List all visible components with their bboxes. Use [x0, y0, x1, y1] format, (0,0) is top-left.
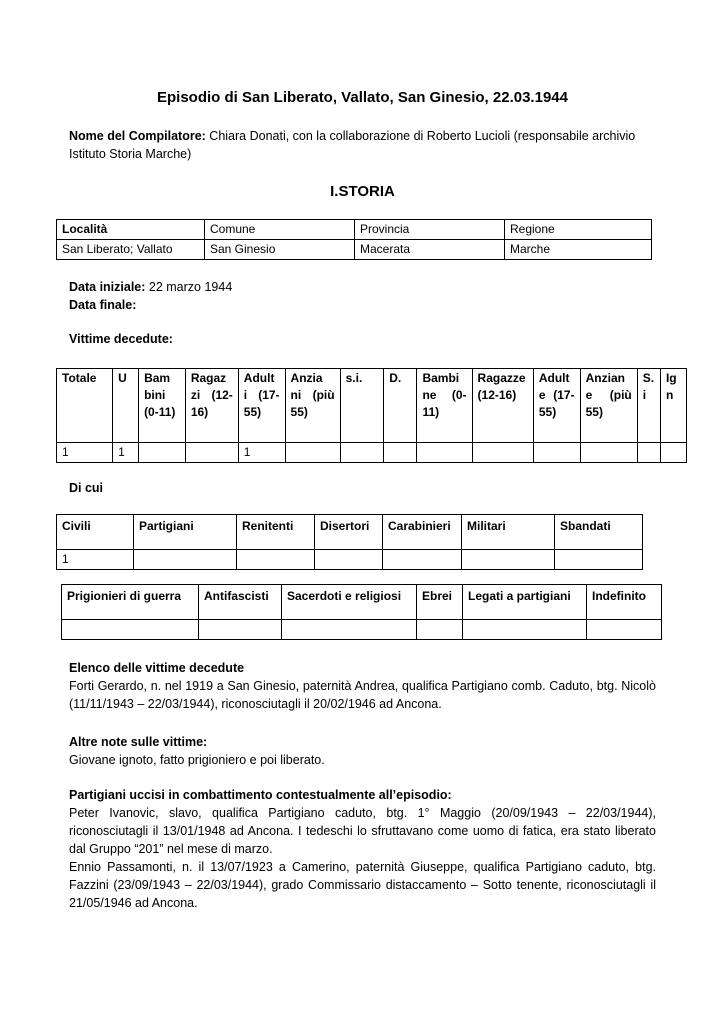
- victims-header-cell: Ragazze (12-16): [472, 369, 533, 443]
- start-date: [69, 278, 232, 296]
- categories-1-value-row: [57, 550, 643, 570]
- location-table: [56, 219, 652, 260]
- partisans-heading: Partigiani uccisi in combattimento contestualmente all’episodio:: [69, 788, 452, 802]
- location-header-row: [57, 220, 652, 240]
- victims-value-cell: [660, 443, 686, 463]
- compiler-text: Chiara Donati, con la collaborazione di Roberto Lucioli (responsabile archivio Istituto Storia Marche): [69, 129, 636, 161]
- victims-value-cell: [533, 443, 580, 463]
- category-value-cell: [315, 550, 383, 570]
- victims-header-cell: Ig n: [660, 369, 686, 443]
- category-header-cell: Indefinito: [587, 585, 662, 620]
- start-date-value: 22 marzo 1944: [145, 280, 233, 294]
- category-header-cell: Prigionieri di guerra: [62, 585, 199, 620]
- category-header-cell: Militari: [462, 515, 555, 550]
- category-header-cell: Sbandati: [555, 515, 643, 550]
- dicui-label: Di cui: [69, 481, 104, 495]
- category-header-cell: Civili: [57, 515, 134, 550]
- value-provincia: Macerata: [355, 240, 505, 260]
- category-value-cell: [199, 620, 282, 640]
- value-comune: San Ginesio: [205, 240, 355, 260]
- victims-header-cell: Anzia ni (più 55): [285, 369, 340, 443]
- location-value-row: [57, 240, 652, 260]
- victims-value-cell: [417, 443, 472, 463]
- category-header-cell: Partigiani: [134, 515, 237, 550]
- victims-header-cell: Bambi ne (0-11): [417, 369, 472, 443]
- victims-value-cell: [185, 443, 238, 463]
- category-value-cell: [383, 550, 462, 570]
- category-value-cell: [134, 550, 237, 570]
- victims-value-cell: [472, 443, 533, 463]
- category-header-cell: Disertori: [315, 515, 383, 550]
- categories-2-value-row: [62, 620, 662, 640]
- victims-list-heading: Elenco delle vittime decedute: [69, 661, 245, 675]
- victims-header-cell: s.i.: [340, 369, 384, 443]
- dates-block: [69, 278, 232, 314]
- category-value-cell: [237, 550, 315, 570]
- category-header-cell: Sacerdoti e religiosi: [282, 585, 417, 620]
- victims-table: [56, 368, 687, 463]
- victims-value-cell: [637, 443, 660, 463]
- category-header-cell: Ebrei: [417, 585, 463, 620]
- category-header-cell: Legati a partigiani: [463, 585, 587, 620]
- category-value-cell: [417, 620, 463, 640]
- categories-table-1: [56, 514, 643, 570]
- partisans-text-1: Peter Ivanovic, slavo, qualifica Partigiano caduto, btg. 1° Maggio (20/09/1943 – 22/03/1944), riconosciutagli il 13/01/1948 ad Ancona. I tedeschi lo sfruttavano come uomo di fatica, era stato liberato dal Gruppo “201” nel mese di marzo.: [69, 806, 656, 856]
- category-header-cell: Carabinieri: [383, 515, 462, 550]
- compiler-label: Nome del Compilatore:: [69, 129, 206, 143]
- header-provincia: Provincia: [355, 220, 505, 240]
- victims-value-cell: [340, 443, 384, 463]
- partisans-text-2: Ennio Passamonti, n. il 13/07/1923 a Camerino, paternità Giuseppe, qualifica Partigiano caduto, btg. Fazzini (23/09/1943 – 22/03/1944), grado Commissario distaccamento – Sotto tenente, riconosciutagli il 21/05/1946 ad Ancona.: [69, 860, 656, 910]
- category-value-cell: [62, 620, 199, 640]
- end-date: [69, 296, 232, 314]
- victims-value-cell: 1: [238, 443, 285, 463]
- victims-header-cell: Totale: [57, 369, 113, 443]
- victims-header-cell: Adult i (17-55): [238, 369, 285, 443]
- victims-value-row: [57, 443, 687, 463]
- victims-header-cell: Bam bini (0-11): [139, 369, 186, 443]
- category-value-cell: [282, 620, 417, 640]
- categories-2-header-row: [62, 585, 662, 620]
- other-notes-heading: Altre note sulle vittime:: [69, 735, 208, 749]
- other-notes-section: [69, 733, 656, 769]
- end-date-label: Data finale:: [69, 298, 137, 312]
- other-notes-text: Giovane ignoto, fatto prigioniero e poi liberato.: [69, 753, 325, 767]
- start-date-label: Data iniziale:: [69, 280, 146, 294]
- victims-value-cell: 1: [113, 443, 139, 463]
- victims-header-cell: U: [113, 369, 139, 443]
- victims-value-cell: 1: [57, 443, 113, 463]
- victims-list-text: Forti Gerardo, n. nel 1919 a San Ginesio, paternità Andrea, qualifica Partigiano comb. Caduto, btg. Nicolò (11/11/1943 – 22/03/1944), riconosciutagli il 20/02/1946 ad Ancona.: [69, 679, 656, 711]
- victims-value-cell: [285, 443, 340, 463]
- victims-value-cell: [580, 443, 637, 463]
- categories-table-2: [61, 584, 662, 640]
- category-header-cell: Antifascisti: [199, 585, 282, 620]
- category-value-cell: [462, 550, 555, 570]
- category-value-cell: [555, 550, 643, 570]
- victims-value-cell: [139, 443, 186, 463]
- category-header-cell: Renitenti: [237, 515, 315, 550]
- victims-header-cell: D.: [384, 369, 417, 443]
- category-value-cell: [587, 620, 662, 640]
- victims-value-cell: [384, 443, 417, 463]
- section-title: I.STORIA: [330, 183, 395, 200]
- victims-label: Vittime decedute:: [69, 332, 173, 346]
- page-title: Episodio di San Liberato, Vallato, San Ginesio, 22.03.1944: [157, 89, 568, 106]
- victims-header-cell: Ragaz zi (12-16): [185, 369, 238, 443]
- victims-header-row: [57, 369, 687, 443]
- header-regione: Regione: [505, 220, 652, 240]
- header-localita: Località: [57, 220, 205, 240]
- category-value-cell: [463, 620, 587, 640]
- value-localita: San Liberato; Vallato: [57, 240, 205, 260]
- value-regione: Marche: [505, 240, 652, 260]
- category-value-cell: 1: [57, 550, 134, 570]
- categories-1-header-row: [57, 515, 643, 550]
- header-comune: Comune: [205, 220, 355, 240]
- victims-header-cell: Anzian e (più 55): [580, 369, 637, 443]
- victims-header-cell: S. i: [637, 369, 660, 443]
- victims-header-cell: Adult e (17-55): [533, 369, 580, 443]
- compiler-info: [69, 127, 659, 163]
- partisans-section: [69, 786, 656, 912]
- victims-list-section: [69, 659, 656, 713]
